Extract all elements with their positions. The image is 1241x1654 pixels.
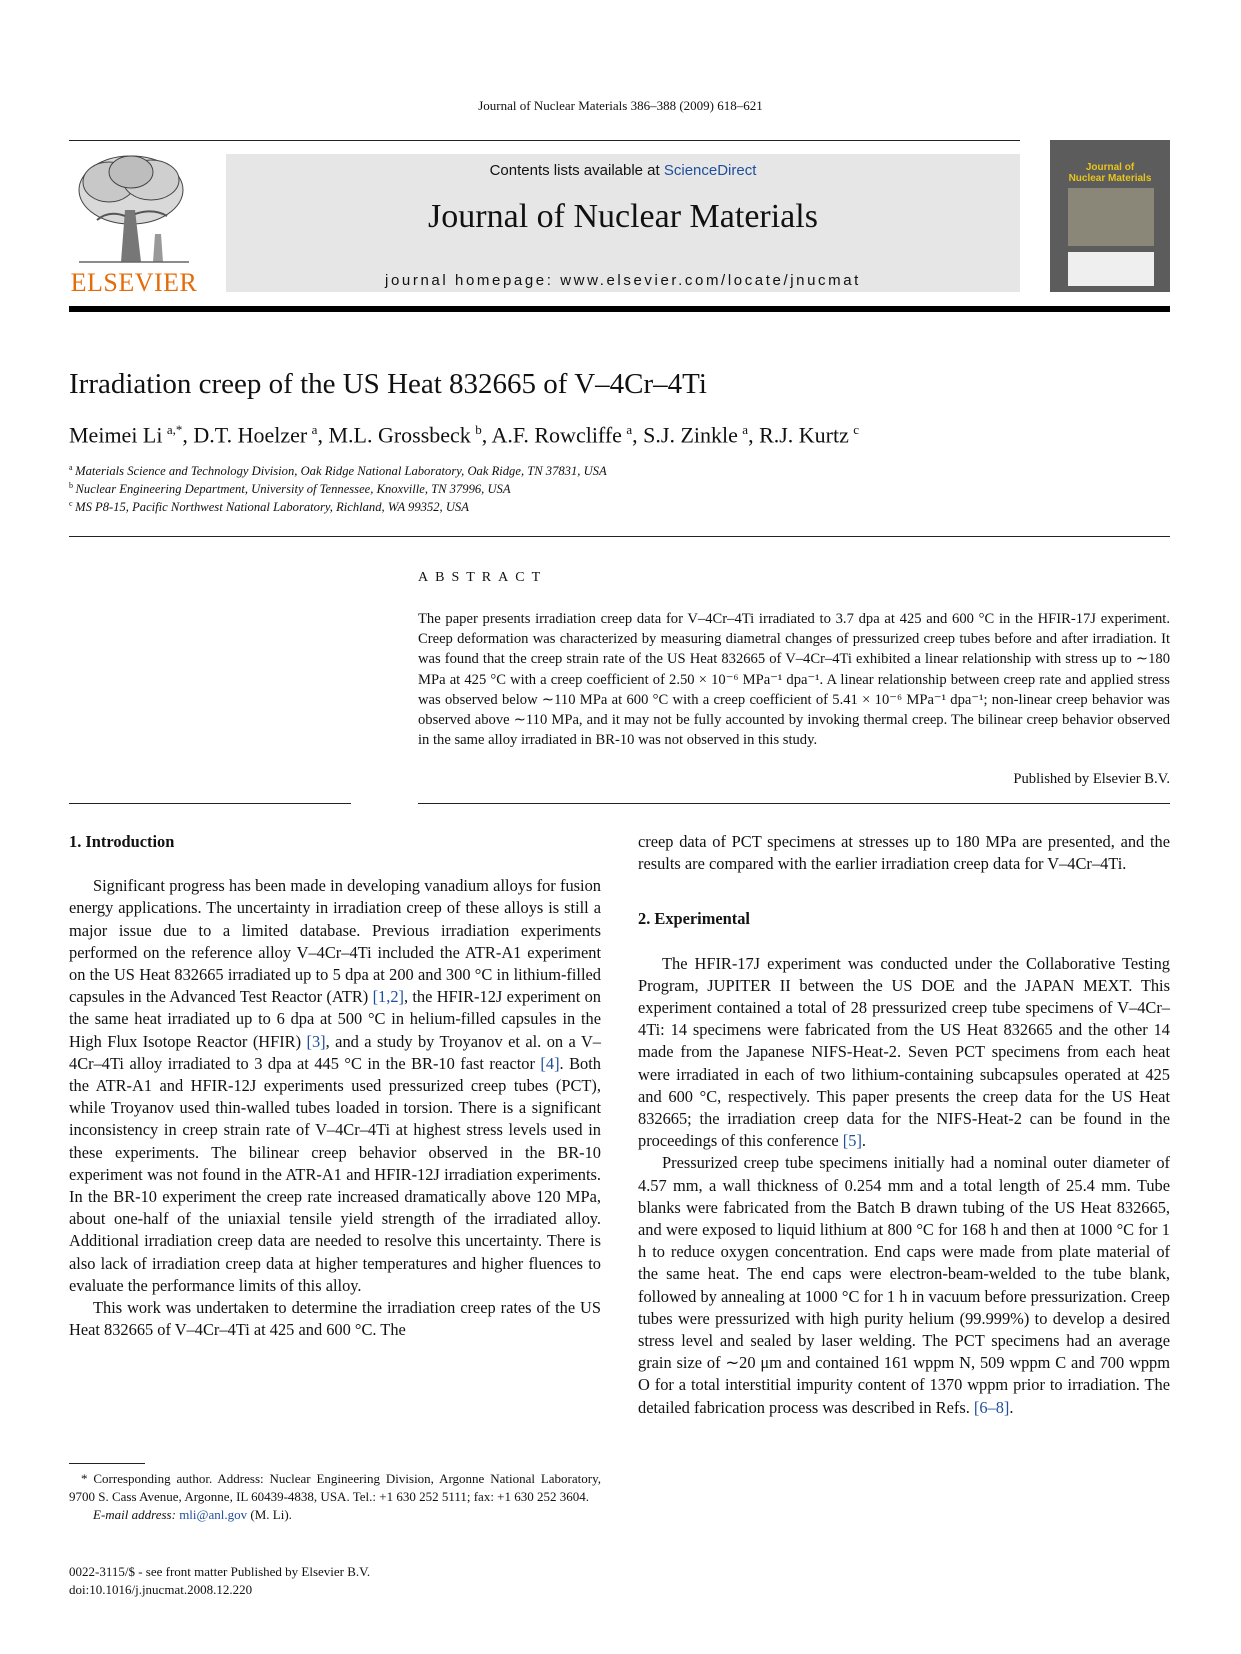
reference-link[interactable]: [5] — [842, 1131, 862, 1151]
intro-paragraph-1 — [69, 875, 601, 1297]
text-run: , the HFIR-12J experiment on the same heat irradiated up to 6 dpa at 500 °C in helium-filled capsules in the High Flux Isotope Reactor (HFIR) — [69, 987, 601, 1051]
affiliation-mark: c — [69, 499, 73, 508]
intro-continuation: creep data of PCT specimens at stresses up to 180 MPa are presented, and the results are compared with the earlier irradiation creep data for V–4Cr–4Ti. — [638, 832, 1170, 874]
contents-availability — [226, 162, 1020, 179]
abstract-publisher-note: Published by Elsevier B.V. — [1013, 771, 1170, 787]
author-affiliation-mark: c — [853, 422, 860, 437]
journal-reference: Journal of Nuclear Materials 386–388 (2009) 618–621 — [478, 98, 763, 113]
affiliation-text: Nuclear Engineering Department, University of Tennessee, Knoxville, TN 37996, USA — [75, 482, 511, 497]
author-name[interactable]: R.J. Kurtz — [759, 422, 849, 448]
author-affiliation-mark: a,* — [166, 422, 183, 437]
text-run: . — [1009, 1397, 1014, 1417]
email-link[interactable]: mli@anl.gov — [179, 1507, 248, 1523]
affiliation-a — [69, 463, 607, 479]
author-affiliation-mark: b — [475, 422, 482, 437]
footnote — [69, 1470, 601, 1525]
author-affiliation-mark: a — [742, 422, 749, 437]
affiliation-text: MS P8-15, Pacific Northwest National Laboratory, Richland, WA 99352, USA — [75, 500, 469, 515]
cover-image — [1068, 188, 1154, 246]
abstract-bottom-rule-left — [69, 803, 351, 804]
publication-info — [69, 1563, 370, 1599]
affiliation-mark: a — [69, 463, 73, 472]
text-run: Pressurized creep tube specimens initially had a nominal outer diameter of 4.57 mm, a wall thickness of 0.254 mm and a total length of 25.4 mm. Tube blanks were fabricated from the Batch B drawn tubing of the US Heat 832665, and were exposed to liquid lithium at 800 °C for 168 h and then at 1000 °C for 1 h to reduce oxygen concentration. End caps were made from plate material of the same heat. The end caps were electron-beam-welded to the tube blank, followed by annealing at 1000 °C for 1 h in vacuum before pressurization. Creep tubes were pressurized with high purity helium (99.999%) to develop a desired stress level and sealed by laser welding. The PCT specimens had an average grain size of ∼20 μm and contained 161 wppm N, 509 wppm C and 700 wppm O for a total interstitial impurity content of 1370 wppm prior to irradiation. The detailed fabrication process was described in Refs. — [638, 1153, 1170, 1417]
journal-homepage[interactable]: journal homepage: www.elsevier.com/locate/jnucmat — [385, 272, 861, 289]
experimental-paragraph-2 — [638, 1152, 1170, 1418]
author-name[interactable]: D.T. Hoelzer — [193, 422, 308, 448]
reference-link[interactable]: [4] — [540, 1053, 560, 1073]
footnote-rule — [69, 1463, 145, 1464]
spacer — [638, 875, 1170, 908]
affiliation-c — [69, 499, 469, 515]
cover-bottom-panel — [1068, 252, 1154, 286]
issn-line: 0022-3115/$ - see front matter Published by Elsevier B.V. — [69, 1564, 371, 1579]
author-affiliation-mark: a — [626, 422, 633, 437]
contents-prefix: Contents lists available at — [489, 162, 664, 179]
spacer — [69, 853, 601, 875]
section-heading-experimental: 2. Experimental — [638, 909, 750, 929]
author-name[interactable]: A.F. Rowcliffe — [491, 422, 622, 448]
text-run: Significant progress has been made in developing vanadium alloys for fusion energy applications. The uncertainty in irradiation creep of these alloys is still a major issue due to a limited database. Previous irradiation experiments performed on the reference alloy V–4Cr–4Ti included the ATR-A1 experiment on the US Heat 832665 irradiated up to 5 dpa at 200 and 300 °C in lithium-filled capsules in the Advanced Test Reactor (ATR) — [69, 876, 601, 1007]
left-column — [69, 831, 601, 1341]
reference-link[interactable]: [6–8] — [973, 1397, 1010, 1417]
email-suffix: (M. Li). — [247, 1507, 292, 1523]
intro-paragraph-2: This work was undertaken to determine the irradiation creep rates of the US Heat 832665 of V–4Cr–4Ti at 425 and 600 °C. The — [69, 1298, 601, 1340]
doi-line[interactable]: doi:10.1016/j.jnucmat.2008.12.220 — [69, 1582, 253, 1598]
spacer — [638, 931, 1170, 953]
author-name[interactable]: M.L. Grossbeck — [328, 422, 471, 448]
affiliation-mark: b — [69, 481, 73, 490]
abstract-top-rule — [69, 536, 1170, 537]
affiliation-b — [69, 481, 511, 497]
corresponding-author-note: * Corresponding author. Address: Nuclear Engineering Division, Argonne National Laboratory, 9700 S. Cass Avenue, Argonne, IL 60439-4838, USA. Tel.: +1 630 252 5111; fax: +1 630 252 3604. — [69, 1471, 601, 1505]
author-list: Meimei Li $^{a,*}$, D.T. Hoelzer $^a$, M.L. Grossbeck $^b$, A.F. Rowcliffe $^a$, S.J. Zinkle $^a$, R.J. Kurtz $^c$ — [69, 422, 860, 448]
abstract-bottom-rule-right — [418, 803, 1170, 804]
header-rule — [69, 140, 1020, 141]
author-affiliation-mark: a — [311, 422, 318, 437]
journal-masthead — [226, 154, 1020, 292]
affiliation-text: Materials Science and Technology Division, Oak Ridge National Laboratory, Oak Ridge, TN 37831, USA — [75, 464, 607, 479]
cover-title-line-2: Nuclear Materials — [1068, 173, 1152, 184]
experimental-paragraph-1 — [638, 953, 1170, 1153]
journal-cover-thumbnail — [1050, 140, 1170, 292]
article-title: Irradiation creep of the US Heat 832665 of V–4Cr–4Ti — [69, 368, 707, 400]
sciencedirect-link[interactable]: ScienceDirect — [663, 162, 757, 179]
journal-title: Journal of Nuclear Materials — [428, 198, 818, 235]
reference-link[interactable]: [3] — [306, 1031, 326, 1051]
author-name[interactable]: Meimei Li — [69, 422, 163, 448]
masthead-thick-rule — [69, 306, 1170, 312]
text-run: . Both the ATR-A1 and HFIR-12J experiments used pressurized creep tubes (PCT), while Troyanov used thin-walled tubes loaded in torsion. There is a significant inconsistency in creep strain rate of V–4Cr–4Ti at highest stress levels used in these experiments. The bilinear creep behavior observed in the BR-10 experiment was not found in the ATR-A1 and HFIR-12J irradiation experiments. In the BR-10 experiment the creep rate increased dramatically above 120 MPa, about one-half of the uniaxial tensile yield strength of the irradiated alloy. Additional irradiation creep data are needed to resolve this uncertainty. There is also lack of irradiation creep data at higher temperatures and higher fluences to evaluate the performance limits of this alloy. — [69, 1053, 602, 1295]
abstract-heading: ABSTRACT — [418, 570, 548, 585]
cover-title-line-1: Journal of — [1085, 162, 1135, 173]
cover-title — [1050, 162, 1170, 184]
email-label: E-mail address: — [93, 1507, 180, 1523]
text-run: . — [861, 1131, 867, 1151]
text-run: The HFIR-17J experiment was conducted under the Collaborative Testing Program, JUPITER II between the US DOE and the JAPAN MEXT. This experiment contained a total of 28 pressurized creep tube specimens of V–4Cr–4Ti: 14 specimens were fabricated from the US Heat 832665 and the other 14 made from the Japanese NIFS-Heat-2. Seven PCT specimens from each heat were irradiated in each of two lithium-containing subcapsules operated at 425 and 600 °C, respectively. This paper presents the creep data for the US Heat 832665; the irradiation creep data for the NIFS-Heat-2 can be found in the proceedings of this conference — [638, 953, 1170, 1151]
section-heading-introduction: 1. Introduction — [69, 832, 175, 851]
reference-link[interactable]: [1,2] — [372, 987, 404, 1007]
abstract-body: The paper presents irradiation creep data for V–4Cr–4Ti irradiated to 3.7 dpa at 425 and 600 °C in the HFIR-17J experiment. Creep deformation was characterized by measuring diametral changes of pressurized creep tubes before and after irradiation. It was found that the creep strain rate of the US Heat 832665 of V–4Cr–4Ti exhibited a linear relationship with stress up to ∼180 MPa at 425 °C with a creep coefficient of 2.50 × 10⁻⁶ MPa⁻¹ dpa⁻¹. A linear relationship between creep rate and applied stress was observed below ∼110 MPa at 600 °C with a creep coefficient of 5.41 × 10⁻⁶ MPa⁻¹ dpa⁻¹; non-linear creep behavior was observed above ∼110 MPa, and it may not be fully accounted by invoking thermal creep. The bilinear creep behavior observed in the same alloy irradiated in BR-10 was not observed in this study. — [418, 611, 1170, 749]
author-name[interactable]: S.J. Zinkle — [643, 422, 738, 448]
publisher-wordmark: ELSEVIER — [70, 268, 198, 297]
email-line — [69, 1506, 601, 1524]
text-run: , and a study by Troyanov et al. on a V–4Cr–4Ti alloy irradiated to 3 dpa at 445 °C in the BR-10 fast reactor — [69, 1031, 601, 1073]
right-column — [638, 831, 1170, 1419]
